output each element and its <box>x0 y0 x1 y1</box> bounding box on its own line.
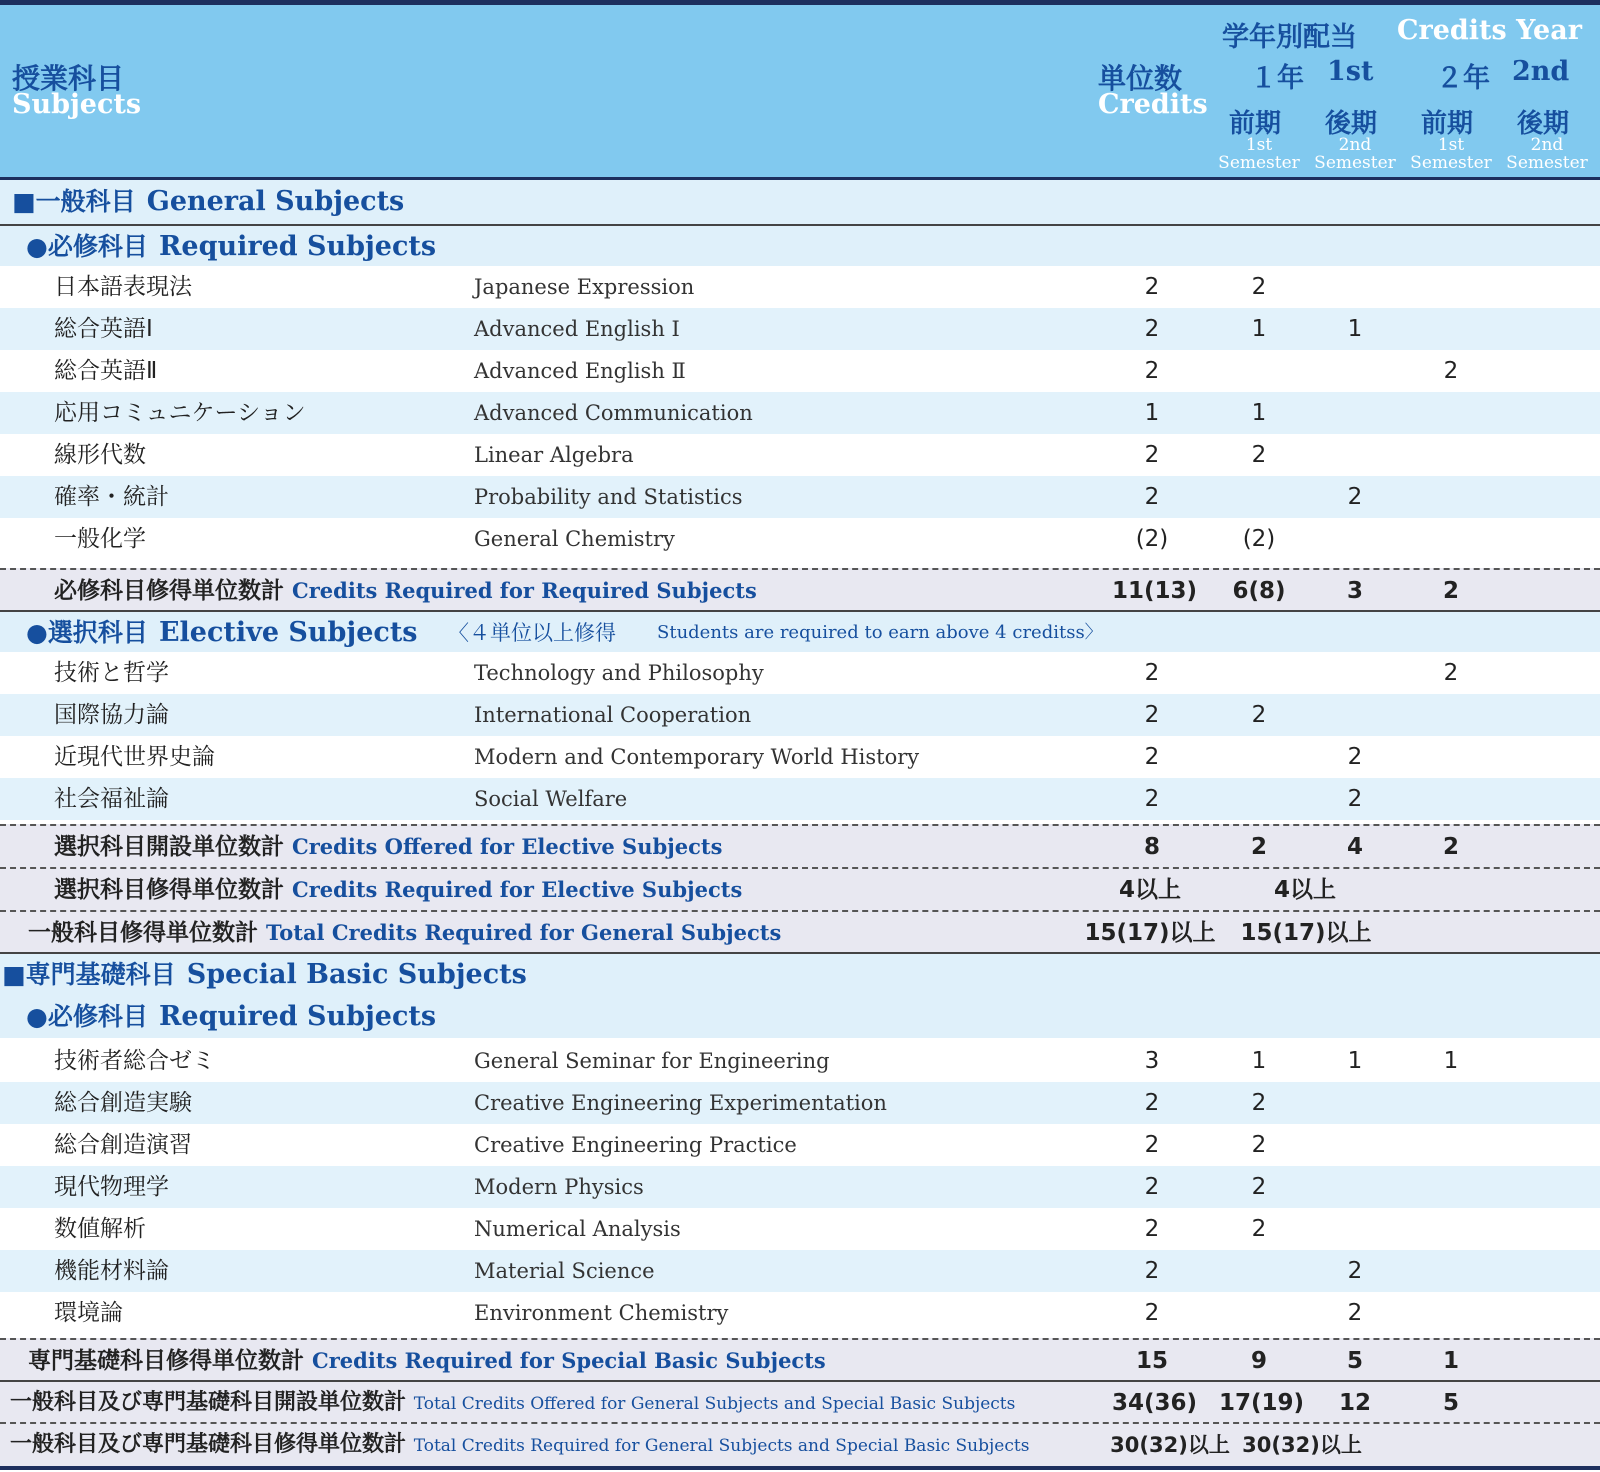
subject-name-jp: 環境論 <box>54 1300 123 1326</box>
elective-required-year1: 4以上 <box>1118 877 1181 903</box>
semester-credit-cell <box>1411 266 1491 308</box>
elective-note-jp: 〈４単位以上修得 <box>448 621 616 645</box>
general-required-total-en: Credits Required for Required Subjects <box>292 578 757 603</box>
semester-credit-cell: 1 <box>1347 316 1363 342</box>
semester-credit-cell: 2 <box>1347 484 1363 510</box>
y1-sem2-en: 2nd <box>1338 135 1372 155</box>
general-required-total-jp: 必修科目修得単位数計 <box>54 578 284 604</box>
subject-name-en: Environment Chemistry <box>474 1301 729 1325</box>
credits-cell: 2 <box>1144 316 1160 342</box>
semester-credit-cell <box>1219 476 1299 518</box>
special-section-title-en: Special Basic Subjects <box>186 959 527 990</box>
special-section-title-jp: ■専門基礎科目 <box>2 960 176 989</box>
credits-cell: 3 <box>1144 1048 1160 1074</box>
subject-name-en: Advanced English Ⅱ <box>474 359 686 383</box>
subject-name-en: Advanced Communication <box>474 401 753 425</box>
table-row <box>0 266 1600 308</box>
semester-credit-cell <box>1219 350 1299 392</box>
general-required-total-row <box>0 568 1600 612</box>
elective-offered-y2s1: 2 <box>1442 834 1459 860</box>
semester-credit-cell <box>1411 736 1491 778</box>
special-required-heading-row <box>0 996 1600 1038</box>
semester-credit-cell: 1 <box>1347 1048 1363 1074</box>
credits-cell: 2 <box>1144 274 1160 300</box>
general-section-title-jp: ■一般科目 <box>12 187 136 216</box>
subject-name-en: Advanced English Ⅰ <box>474 317 680 341</box>
subject-name-en: Technology and Philosophy <box>474 661 764 685</box>
credits-cell: 2 <box>1144 442 1160 468</box>
table-row <box>0 1166 1600 1208</box>
subject-name-en: Creative Engineering Experimentation <box>474 1091 887 1115</box>
table-row <box>0 308 1600 350</box>
semester-credit-cell <box>1315 266 1395 308</box>
semester-credit-cell: 2 <box>1347 744 1363 770</box>
semester-credit-cell <box>1411 778 1491 820</box>
semester-credit-cell <box>1411 476 1491 518</box>
credits-cell: 2 <box>1144 702 1160 728</box>
subject-name-jp: 技術者総合ゼミ <box>54 1048 215 1074</box>
semester-credit-cell: 1 <box>1251 400 1267 426</box>
special-total-y1s2: 5 <box>1346 1348 1363 1374</box>
year1-en: 1st <box>1327 56 1374 87</box>
subject-name-en: Material Science <box>474 1259 655 1283</box>
semester-credit-cell <box>1315 350 1395 392</box>
semester-credit-cell: 2 <box>1347 1300 1363 1326</box>
subjects-en-heading: Subjects <box>12 89 142 120</box>
subject-name-jp: 線形代数 <box>54 442 146 468</box>
table-row <box>0 1250 1600 1292</box>
elective-offered-jp: 選択科目開設単位数計 <box>54 834 284 860</box>
special-total-y2s1: 1 <box>1442 1348 1459 1374</box>
subject-name-jp: 総合創造演習 <box>54 1132 192 1158</box>
credits-cell: 2 <box>1144 1258 1160 1284</box>
y2-sem2-en: 2nd <box>1530 135 1564 155</box>
credits-cell: 2 <box>1144 1216 1160 1242</box>
credits-cell: 2 <box>1144 358 1160 384</box>
semester-credit-cell: 2 <box>1251 1216 1267 1242</box>
credits-cell: 2 <box>1144 484 1160 510</box>
table-row <box>0 1292 1600 1334</box>
special-required-jp: ●必修科目 <box>26 1002 148 1031</box>
subject-name-jp: 日本語表現法 <box>54 274 192 300</box>
bottom-rule <box>0 1466 1600 1470</box>
semester-credit-cell <box>1411 518 1491 560</box>
grand-required-year2: 30(32)以上 <box>1242 1433 1362 1457</box>
semester-credit-cell <box>1411 1082 1491 1124</box>
subject-name-jp: 応用コミュニケーション <box>54 400 306 426</box>
semester-credit-cell: 2 <box>1347 1258 1363 1284</box>
table-row <box>0 736 1600 778</box>
subject-name-jp: 近現代世界史論 <box>54 744 215 770</box>
subject-name-jp: 一般化学 <box>54 526 146 552</box>
y2-sem2-jp: 後期 <box>1517 109 1570 139</box>
grand-offered-y2s1: 5 <box>1442 1390 1459 1416</box>
grand-required-jp: 一般科目及び専門基礎科目修得単位数計 <box>10 1432 407 1457</box>
grand-required-en: Total Credits Required for General Subjects and Special Basic Subjects <box>413 1436 1030 1456</box>
elective-required-en: Credits Required for Elective Subjects <box>292 877 743 902</box>
elective-offered-y1s2: 4 <box>1346 834 1363 860</box>
table-row <box>0 350 1600 392</box>
semester-credit-cell <box>1315 518 1395 560</box>
credits-cell: (2) <box>1135 526 1169 552</box>
year2-en: 2nd <box>1512 56 1570 87</box>
semester-credit-cell: 1 <box>1251 1048 1267 1074</box>
elective-offered-credits: 8 <box>1143 834 1160 860</box>
elective-offered-row <box>0 824 1600 868</box>
subject-name-jp: 現代物理学 <box>54 1174 169 1200</box>
elective-note-en: Students are required to earn above 4 creditss〉 <box>657 622 1103 643</box>
grand-offered-row <box>0 1380 1600 1424</box>
general-required-total-y1s1: 6(8) <box>1232 578 1286 604</box>
table-row <box>0 1040 1600 1082</box>
table-header <box>0 5 1600 180</box>
semester-credit-cell <box>1411 1124 1491 1166</box>
table-row <box>0 518 1600 560</box>
subject-name-en: Probability and Statistics <box>474 485 743 509</box>
table-row <box>0 652 1600 694</box>
subject-name-en: General Seminar for Engineering <box>474 1049 830 1073</box>
y1-sem1-jp: 前期 <box>1229 109 1282 139</box>
table-row <box>0 434 1600 476</box>
general-required-total-y1s2: 3 <box>1346 578 1363 604</box>
semester-credit-cell: 2 <box>1251 1132 1267 1158</box>
semester-credit-cell <box>1315 392 1395 434</box>
semester-credit-cell <box>1315 434 1395 476</box>
credits-en-heading: Credits <box>1098 89 1208 120</box>
semester-credit-cell: 2 <box>1251 1174 1267 1200</box>
semester-credit-cell <box>1315 694 1395 736</box>
subject-name-jp: 確率・統計 <box>54 484 169 510</box>
semester-credit-cell <box>1315 652 1395 694</box>
semester-credit-cell: 2 <box>1251 702 1267 728</box>
semester-credit-cell <box>1219 1250 1299 1292</box>
general-required-heading-row <box>0 226 1600 268</box>
subject-name-jp: 機能材料論 <box>54 1258 169 1284</box>
special-total-credits: 15 <box>1135 1348 1168 1374</box>
general-required-total-y2s1: 2 <box>1442 578 1459 604</box>
general-section-title-en: General Subjects <box>146 186 405 217</box>
y1-sem2-semester: Semester <box>1314 153 1396 173</box>
subjects-jp-heading: 授業科目 <box>12 62 125 95</box>
subject-name-jp: 社会福祉論 <box>54 786 169 812</box>
general-required-total-credits: 11(13) <box>1112 578 1198 604</box>
general-elective-jp: ●選択科目 <box>26 618 148 647</box>
y1-sem2-jp: 後期 <box>1325 109 1378 139</box>
general-total-year1: 15(17)以上 <box>1084 920 1216 946</box>
semester-credit-cell <box>1315 1124 1395 1166</box>
grand-required-row <box>0 1422 1600 1466</box>
subject-name-en: International Cooperation <box>474 703 752 727</box>
semester-credit-cell <box>1411 694 1491 736</box>
credits-cell: 2 <box>1144 744 1160 770</box>
semester-credit-cell <box>1219 1292 1299 1334</box>
special-required-total-en: Credits Required for Special Basic Subjects <box>312 1348 826 1373</box>
grand-offered-y1s1: 17(19) <box>1219 1390 1305 1416</box>
semester-credit-cell: 2 <box>1347 786 1363 812</box>
semester-credit-cell <box>1411 392 1491 434</box>
general-elective-heading-row <box>0 610 1600 654</box>
credits-jp-heading: 単位数 <box>1098 62 1183 95</box>
semester-credit-cell <box>1411 1166 1491 1208</box>
semester-credit-cell <box>1411 308 1491 350</box>
subject-name-jp: 技術と哲学 <box>54 660 169 686</box>
general-total-year2: 15(17)以上 <box>1240 920 1372 946</box>
semester-credit-cell <box>1411 1292 1491 1334</box>
semester-credit-cell: 2 <box>1251 1090 1267 1116</box>
subject-name-en: Numerical Analysis <box>474 1217 681 1241</box>
special-required-total-jp: 専門基礎科目修得単位数計 <box>28 1348 304 1374</box>
semester-credit-cell: 2 <box>1251 274 1267 300</box>
table-row <box>0 1082 1600 1124</box>
year-allocation-jp: 学年別配当 <box>1222 22 1357 53</box>
semester-credit-cell: (2) <box>1242 526 1276 552</box>
semester-credit-cell <box>1315 1082 1395 1124</box>
semester-credit-cell <box>1315 1166 1395 1208</box>
semester-credit-cell <box>1411 1250 1491 1292</box>
semester-credit-cell: 2 <box>1443 660 1459 686</box>
subject-name-jp: 総合創造実験 <box>54 1090 192 1116</box>
special-section-row <box>0 952 1600 998</box>
subject-name-en: Modern Physics <box>474 1175 644 1199</box>
y1-sem1-en: 1st <box>1245 135 1273 155</box>
elective-offered-en: Credits Offered for Elective Subjects <box>292 834 723 859</box>
general-total-en: Total Credits Required for General Subjects <box>266 920 782 945</box>
table-row <box>0 476 1600 518</box>
subject-name-en: Linear Algebra <box>474 443 634 467</box>
general-elective-en: Elective Subjects <box>158 617 418 648</box>
elective-required-row <box>0 867 1600 911</box>
semester-credit-cell: 2 <box>1251 442 1267 468</box>
general-required-jp: ●必修科目 <box>26 232 148 261</box>
credits-cell: 2 <box>1144 1132 1160 1158</box>
y1-sem1-semester: Semester <box>1218 153 1300 173</box>
credits-cell: 1 <box>1144 400 1160 426</box>
grand-required-year1: 30(32)以上 <box>1110 1433 1230 1457</box>
credits-cell: 2 <box>1144 1174 1160 1200</box>
y2-sem1-semester: Semester <box>1410 153 1492 173</box>
special-required-total-row <box>0 1338 1600 1382</box>
grand-offered-credits: 34(36) <box>1112 1390 1198 1416</box>
table-row <box>0 1124 1600 1166</box>
table-row <box>0 392 1600 434</box>
credits-cell: 2 <box>1144 660 1160 686</box>
subject-name-jp: 国際協力論 <box>54 702 169 728</box>
y2-sem1-en: 1st <box>1437 135 1465 155</box>
semester-credit-cell <box>1219 652 1299 694</box>
subject-name-en: General Chemistry <box>474 527 675 551</box>
elective-offered-y1s1: 2 <box>1250 834 1267 860</box>
year1-jp: １年 <box>1250 63 1304 94</box>
grand-offered-en: Total Credits Offered for General Subjects and Special Basic Subjects <box>413 1394 1016 1414</box>
elective-required-year2: 4以上 <box>1273 877 1336 903</box>
general-section-row <box>0 180 1600 226</box>
credits-cell: 2 <box>1144 1300 1160 1326</box>
grand-offered-y1s2: 12 <box>1338 1390 1371 1416</box>
semester-credit-cell <box>1411 1208 1491 1250</box>
elective-required-jp: 選択科目修得単位数計 <box>54 877 284 903</box>
subject-name-en: Social Welfare <box>474 787 628 811</box>
semester-credit-cell <box>1219 778 1299 820</box>
semester-credit-cell <box>1411 434 1491 476</box>
general-total-jp: 一般科目修得単位数計 <box>28 920 258 946</box>
subject-name-en: Creative Engineering Practice <box>474 1133 797 1157</box>
year-allocation-en: Credits Year <box>1397 15 1582 46</box>
special-total-y1s1: 9 <box>1250 1348 1267 1374</box>
credits-cell: 2 <box>1144 786 1160 812</box>
semester-credit-cell: 2 <box>1443 358 1459 384</box>
table-row <box>0 694 1600 736</box>
semester-credit-cell: 1 <box>1443 1048 1459 1074</box>
subject-name-jp: 総合英語Ⅰ <box>54 316 153 342</box>
general-required-en: Required Subjects <box>158 231 437 262</box>
subject-name-jp: 数値解析 <box>54 1216 146 1242</box>
subject-name-en: Japanese Expression <box>474 275 695 299</box>
table-row <box>0 1208 1600 1250</box>
y2-sem2-semester: Semester <box>1506 153 1588 173</box>
semester-credit-cell: 1 <box>1251 316 1267 342</box>
special-required-en: Required Subjects <box>158 1001 437 1032</box>
year2-jp: ２年 <box>1436 63 1490 94</box>
semester-credit-cell <box>1315 1208 1395 1250</box>
credits-cell: 2 <box>1144 1090 1160 1116</box>
table-row <box>0 778 1600 820</box>
general-total-row <box>0 910 1600 954</box>
subject-name-jp: 総合英語Ⅱ <box>54 358 158 384</box>
subject-name-en: Modern and Contemporary World History <box>474 745 920 769</box>
grand-offered-jp: 一般科目及び専門基礎科目開設単位数計 <box>10 1390 407 1415</box>
semester-credit-cell <box>1219 736 1299 778</box>
y2-sem1-jp: 前期 <box>1421 109 1474 139</box>
